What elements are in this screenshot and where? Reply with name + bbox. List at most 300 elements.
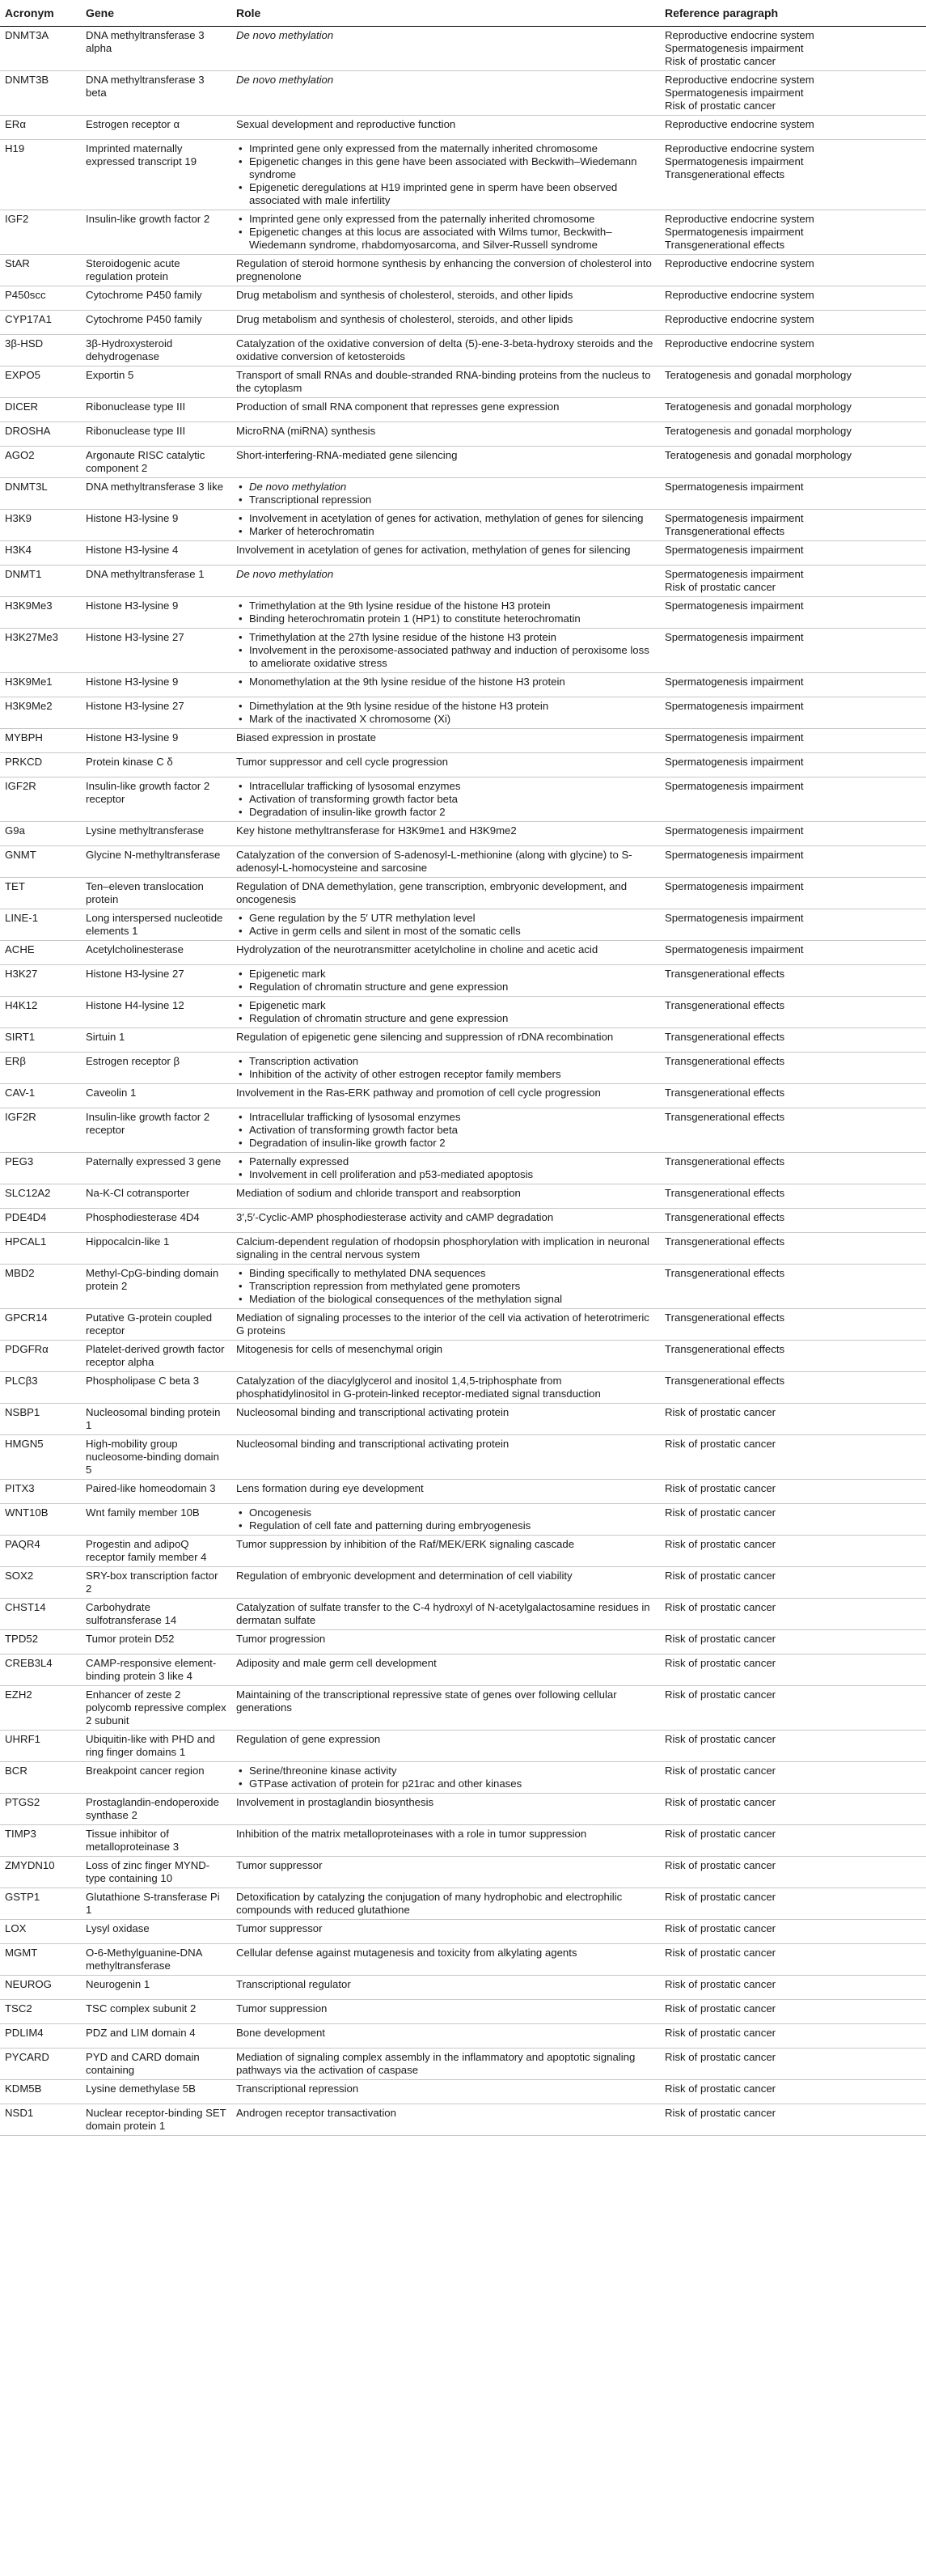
gene-cell: Histone H3-lysine 27	[81, 629, 231, 673]
reference-cell	[660, 1053, 926, 1084]
role-cell	[231, 1762, 660, 1794]
reference-item: Reproductive endocrine system	[665, 29, 814, 41]
reference-cell	[660, 2024, 926, 2049]
role-bullet: • Imprinted gene only expressed from the paternally inherited chromosome	[249, 213, 655, 226]
role-bullet-list	[236, 481, 655, 506]
acronym-cell: DNMT3B	[0, 71, 81, 116]
role-bullet: • Involvement in the peroxisome-associated pathway and induction of peroxisome loss to ameliorate oxidative stress	[249, 644, 655, 670]
table-row	[0, 1794, 926, 1825]
table-row	[0, 1857, 926, 1888]
reference-cell	[660, 1153, 926, 1184]
role-bullet-list	[236, 968, 655, 994]
reference-cell	[660, 1536, 926, 1567]
role-bullet: • Epigenetic mark	[249, 999, 655, 1012]
acronym-cell: TIMP3	[0, 1825, 81, 1857]
gene-cell: Neurogenin 1	[81, 1976, 231, 2000]
reference-item: Risk of prostatic cancer	[665, 581, 776, 593]
table-row	[0, 2000, 926, 2024]
gene-cell: Histone H3-lysine 4	[81, 541, 231, 566]
table-row	[0, 447, 926, 478]
acronym-cell: ERα	[0, 116, 81, 140]
role-bullet: • Degradation of insulin-like growth factor 2	[249, 806, 655, 819]
gene-cell: Histone H4-lysine 12	[81, 997, 231, 1028]
gene-cell: PDZ and LIM domain 4	[81, 2024, 231, 2049]
role-bullet-list	[236, 912, 655, 938]
role-cell: Calcium-dependent regulation of rhodopsin phosphorylation with implication in neuronal signaling in the central nervous system	[231, 1233, 660, 1265]
role-bullet: • Marker of heterochromatin	[249, 525, 655, 538]
acronym-cell: P450scc	[0, 286, 81, 311]
gene-cell: Cytochrome P450 family	[81, 311, 231, 335]
role-cell: Involvement in acetylation of genes for activation, methylation of genes for silencing	[231, 541, 660, 566]
reference-cell	[660, 71, 926, 116]
reference-item: Transgenerational effects	[665, 1187, 785, 1199]
gene-cell: Phosphodiesterase 4D4	[81, 1209, 231, 1233]
role-cell: Drug metabolism and synthesis of cholesterol, steroids, and other lipids	[231, 286, 660, 311]
role-cell: Mediation of sodium and chloride transport and reabsorption	[231, 1184, 660, 1209]
role-bullet: • Active in germ cells and silent in most of the somatic cells	[249, 925, 655, 938]
acronym-cell: H3K9Me2	[0, 697, 81, 729]
reference-cell	[660, 1762, 926, 1794]
acronym-cell: NSBP1	[0, 1404, 81, 1435]
acronym-cell: PITX3	[0, 1480, 81, 1504]
reference-item: Risk of prostatic cancer	[665, 1796, 776, 1808]
reference-cell	[660, 1630, 926, 1654]
gene-cell: Histone H3-lysine 27	[81, 697, 231, 729]
table-row	[0, 2049, 926, 2080]
table-row	[0, 286, 926, 311]
role-cell: Catalyzation of sulfate transfer to the C-4 hydroxyl of N-acetylgalactosamine residues in dermatan sulfate	[231, 1599, 660, 1630]
role-bullet: • Activation of transforming growth factor beta	[249, 793, 655, 806]
acronym-cell: DICER	[0, 398, 81, 422]
reference-item: Spermatogenesis impairment	[665, 42, 804, 54]
role-cell	[231, 1108, 660, 1153]
gene-cell: Estrogen receptor α	[81, 116, 231, 140]
gene-cell: Steroidogenic acute regulation protein	[81, 255, 231, 286]
reference-item: Transgenerational effects	[665, 1267, 785, 1279]
reference-item: Spermatogenesis impairment	[665, 155, 804, 167]
reference-item: Spermatogenesis impairment	[665, 880, 804, 892]
role-bullet: • Epigenetic deregulations at H19 imprinted gene in sperm have been observed associated with male infertility	[249, 181, 655, 207]
gene-cell: Carbohydrate sulfotransferase 14	[81, 1599, 231, 1630]
role-cell: Regulation of DNA demethylation, gene transcription, embryonic development, and oncogenesis	[231, 878, 660, 909]
role-bullet-list	[236, 1765, 655, 1790]
acronym-cell: H3K9Me3	[0, 597, 81, 629]
reference-item: Risk of prostatic cancer	[665, 2107, 776, 2119]
table-row	[0, 997, 926, 1028]
role-cell: Mitogenesis for cells of mesenchymal origin	[231, 1341, 660, 1372]
acronym-cell: SIRT1	[0, 1028, 81, 1053]
table-body	[0, 27, 926, 2136]
role-bullet-list	[236, 700, 655, 726]
table-row	[0, 311, 926, 335]
reference-item: Risk of prostatic cancer	[665, 2082, 776, 2095]
gene-cell: Na-K-Cl cotransporter	[81, 1184, 231, 1209]
acronym-cell: PDLIM4	[0, 2024, 81, 2049]
reference-cell	[660, 1233, 926, 1265]
table-row	[0, 597, 926, 629]
reference-item: Risk of prostatic cancer	[665, 1765, 776, 1777]
acronym-cell: ACHE	[0, 941, 81, 965]
role-cell	[231, 510, 660, 541]
table-row	[0, 422, 926, 447]
reference-cell	[660, 1480, 926, 1504]
role-bullet: • Regulation of chromatin structure and gene expression	[249, 1012, 655, 1025]
table-row	[0, 398, 926, 422]
table-row	[0, 510, 926, 541]
reference-cell	[660, 1184, 926, 1209]
reference-cell	[660, 965, 926, 997]
reference-cell	[660, 1976, 926, 2000]
role-cell: Hydrolyzation of the neurotransmitter acetylcholine in choline and acetic acid	[231, 941, 660, 965]
acronym-cell: CYP17A1	[0, 311, 81, 335]
table-row	[0, 1920, 926, 1944]
gene-cell: DNA methyltransferase 3 alpha	[81, 27, 231, 71]
gene-cell: Lysine demethylase 5B	[81, 2080, 231, 2104]
role-bullet-list	[236, 600, 655, 625]
reference-item: Transgenerational effects	[665, 1235, 785, 1248]
acronym-cell: EZH2	[0, 1686, 81, 1731]
role-cell	[231, 673, 660, 697]
gene-cell: SRY-box transcription factor 2	[81, 1567, 231, 1599]
acronym-cell: IGF2	[0, 210, 81, 255]
reference-item: Transgenerational effects	[665, 239, 785, 251]
reference-cell	[660, 116, 926, 140]
reference-item: Reproductive endocrine system	[665, 118, 814, 130]
gene-cell: Protein kinase C δ	[81, 753, 231, 777]
acronym-cell: KDM5B	[0, 2080, 81, 2104]
role-bullet-list	[236, 512, 655, 538]
reference-cell	[660, 2000, 926, 2024]
role-bullet: • Trimethylation at the 27th lysine residue of the histone H3 protein	[249, 631, 655, 644]
role-cell: Regulation of steroid hormone synthesis by enhancing the conversion of cholesterol into pregnenolone	[231, 255, 660, 286]
role-bullet: • Transcription activation	[249, 1055, 655, 1068]
table-row	[0, 777, 926, 822]
reference-item: Reproductive endocrine system	[665, 289, 814, 301]
gene-cell: Loss of zinc finger MYND-type containing 10	[81, 1857, 231, 1888]
role-cell	[231, 1265, 660, 1309]
acronym-cell: PAQR4	[0, 1536, 81, 1567]
gene-cell: DNA methyltransferase 1	[81, 566, 231, 597]
reference-item: Transgenerational effects	[665, 1111, 785, 1123]
reference-cell	[660, 478, 926, 510]
reference-item: Transgenerational effects	[665, 1155, 785, 1167]
reference-item: Risk of prostatic cancer	[665, 1438, 776, 1450]
table-row	[0, 116, 926, 140]
reference-cell	[660, 541, 926, 566]
role-bullet-list	[236, 631, 655, 670]
acronym-cell: SLC12A2	[0, 1184, 81, 1209]
role-cell	[231, 629, 660, 673]
role-cell: Involvement in prostaglandin biosynthesis	[231, 1794, 660, 1825]
gene-cell: Argonaute RISC catalytic component 2	[81, 447, 231, 478]
acronym-cell: 3β-HSD	[0, 335, 81, 366]
table-row	[0, 1536, 926, 1567]
reference-item: Reproductive endocrine system	[665, 257, 814, 269]
table-row	[0, 335, 926, 366]
reference-item: Transgenerational effects	[665, 1055, 785, 1067]
role-cell	[231, 909, 660, 941]
table-row	[0, 1599, 926, 1630]
table-header-row	[0, 0, 926, 27]
acronym-cell: H19	[0, 140, 81, 210]
acronym-cell: H3K9	[0, 510, 81, 541]
reference-cell	[660, 1341, 926, 1372]
table-row	[0, 1825, 926, 1857]
reference-item: Transgenerational effects	[665, 1087, 785, 1099]
role-bullet: • Regulation of chromatin structure and gene expression	[249, 981, 655, 994]
gene-cell: Estrogen receptor β	[81, 1053, 231, 1084]
reference-item: Spermatogenesis impairment	[665, 912, 804, 924]
acronym-cell: H4K12	[0, 997, 81, 1028]
reference-item: Spermatogenesis impairment	[665, 824, 804, 837]
gene-cell: Methyl-CpG-binding domain protein 2	[81, 1265, 231, 1309]
gene-cell: Imprinted maternally expressed transcript 19	[81, 140, 231, 210]
gene-cell: Insulin-like growth factor 2 receptor	[81, 777, 231, 822]
table-row	[0, 1108, 926, 1153]
gene-cell: Acetylcholinesterase	[81, 941, 231, 965]
acronym-cell: DNMT3A	[0, 27, 81, 71]
acronym-cell: GSTP1	[0, 1888, 81, 1920]
reference-item: Spermatogenesis impairment	[665, 700, 804, 712]
reference-item: Risk of prostatic cancer	[665, 2027, 776, 2039]
reference-item: Risk of prostatic cancer	[665, 100, 776, 112]
reference-item: Spermatogenesis impairment	[665, 631, 804, 643]
role-bullet-list	[236, 1111, 655, 1150]
role-cell: Androgen receptor transactivation	[231, 2104, 660, 2136]
role-cell: Biased expression in prostate	[231, 729, 660, 753]
role-bullet: • Mediation of the biological consequences of the methylation signal	[249, 1293, 655, 1306]
role-cell	[231, 1053, 660, 1084]
table-row	[0, 1762, 926, 1794]
reference-item: Spermatogenesis impairment	[665, 568, 804, 580]
reference-cell	[660, 1944, 926, 1976]
reference-item: Spermatogenesis impairment	[665, 849, 804, 861]
role-bullet: • Involvement in acetylation of genes for activation, methylation of genes for silencing	[249, 512, 655, 525]
role-bullet: • Activation of transforming growth factor beta	[249, 1124, 655, 1137]
reference-cell	[660, 1435, 926, 1480]
gene-cell: Cytochrome P450 family	[81, 286, 231, 311]
role-bullet-list	[236, 1055, 655, 1081]
reference-cell	[660, 1888, 926, 1920]
table-row	[0, 1265, 926, 1309]
role-cell: Nucleosomal binding and transcriptional activating protein	[231, 1435, 660, 1480]
table-row	[0, 541, 926, 566]
reference-cell	[660, 27, 926, 71]
reference-cell	[660, 909, 926, 941]
role-cell: Short-interfering-RNA-mediated gene silencing	[231, 447, 660, 478]
reference-cell	[660, 398, 926, 422]
reference-cell	[660, 822, 926, 846]
reference-cell	[660, 997, 926, 1028]
gene-cell: DNA methyltransferase 3 like	[81, 478, 231, 510]
reference-cell	[660, 1372, 926, 1404]
reference-cell	[660, 1404, 926, 1435]
reference-item: Teratogenesis and gonadal morphology	[665, 425, 852, 437]
reference-item: Risk of prostatic cancer	[665, 1657, 776, 1669]
acronym-cell: NEUROG	[0, 1976, 81, 2000]
acronym-cell: TPD52	[0, 1630, 81, 1654]
acronym-cell: TSC2	[0, 2000, 81, 2024]
role-cell: Catalyzation of the diacylglycerol and inositol 1,4,5-triphosphate from phosphatidylinositol in G-protein-linked receptor-mediated signal transduction	[231, 1372, 660, 1404]
table-row	[0, 210, 926, 255]
acronym-cell: NSD1	[0, 2104, 81, 2136]
acronym-cell: PTGS2	[0, 1794, 81, 1825]
header-acronym: Acronym	[0, 0, 81, 27]
gene-cell: Tissue inhibitor of metalloproteinase 3	[81, 1825, 231, 1857]
role-bullet-list	[236, 1267, 655, 1306]
table-row	[0, 1309, 926, 1341]
reference-item: Spermatogenesis impairment	[665, 226, 804, 238]
gene-cell: Progestin and adipoQ receptor family member 4	[81, 1536, 231, 1567]
reference-cell	[660, 1209, 926, 1233]
acronym-cell: CHST14	[0, 1599, 81, 1630]
reference-item: Reproductive endocrine system	[665, 142, 814, 155]
reference-cell	[660, 729, 926, 753]
role-cell: Sexual development and reproductive function	[231, 116, 660, 140]
reference-item: Transgenerational effects	[665, 525, 785, 537]
reference-item: Risk of prostatic cancer	[665, 55, 776, 67]
table-row	[0, 1731, 926, 1762]
role-bullet: • Intracellular trafficking of lysosomal enzymes	[249, 780, 655, 793]
table-row	[0, 1976, 926, 2000]
acronym-cell: H3K27	[0, 965, 81, 997]
reference-item: Transgenerational effects	[665, 1311, 785, 1324]
table-row	[0, 1341, 926, 1372]
reference-cell	[660, 777, 926, 822]
table-row	[0, 2024, 926, 2049]
acronym-cell: PDGFRα	[0, 1341, 81, 1372]
table-row	[0, 566, 926, 597]
reference-cell	[660, 1731, 926, 1762]
gene-cell: Lysine methyltransferase	[81, 822, 231, 846]
role-bullet: • De novo methylation	[249, 481, 655, 494]
reference-item: Risk of prostatic cancer	[665, 1922, 776, 1934]
role-cell: Tumor suppression	[231, 2000, 660, 2024]
role-bullet: • Epigenetic changes in this gene have been associated with Beckwith–Wiedemann syndrome	[249, 155, 655, 181]
reference-item: Spermatogenesis impairment	[665, 676, 804, 688]
acronym-cell: GPCR14	[0, 1309, 81, 1341]
reference-cell	[660, 1857, 926, 1888]
reference-item: Risk of prostatic cancer	[665, 1733, 776, 1745]
role-cell: Regulation of epigenetic gene silencing and suppression of rDNA recombination	[231, 1028, 660, 1053]
gene-cell: O-6-Methylguanine-DNA methyltransferase	[81, 1944, 231, 1976]
acronym-cell: PDE4D4	[0, 1209, 81, 1233]
gene-cell: 3β-Hydroxysteroid dehydrogenase	[81, 335, 231, 366]
role-cell: Detoxification by catalyzing the conjugation of many hydrophobic and electrophilic compounds with reduced glutathione	[231, 1888, 660, 1920]
gene-cell: Insulin-like growth factor 2 receptor	[81, 1108, 231, 1153]
acronym-cell: MBD2	[0, 1265, 81, 1309]
table-row	[0, 729, 926, 753]
role-bullet-list	[236, 1506, 655, 1532]
table-row	[0, 1028, 926, 1053]
role-cell	[231, 1153, 660, 1184]
acronym-cell: IGF2R	[0, 777, 81, 822]
acronym-cell: IGF2R	[0, 1108, 81, 1153]
gene-cell: Sirtuin 1	[81, 1028, 231, 1053]
reference-item: Teratogenesis and gonadal morphology	[665, 400, 852, 413]
gene-cell: DNA methyltransferase 3 beta	[81, 71, 231, 116]
reference-cell	[660, 366, 926, 398]
reference-cell	[660, 335, 926, 366]
acronym-cell: SOX2	[0, 1567, 81, 1599]
reference-cell	[660, 1084, 926, 1108]
reference-item: Transgenerational effects	[665, 1375, 785, 1387]
reference-cell	[660, 597, 926, 629]
table-row	[0, 1084, 926, 1108]
reference-item: Transgenerational effects	[665, 999, 785, 1011]
role-cell	[231, 478, 660, 510]
role-cell	[231, 965, 660, 997]
table-row	[0, 941, 926, 965]
acronym-cell: MYBPH	[0, 729, 81, 753]
reference-cell	[660, 1108, 926, 1153]
reference-cell	[660, 210, 926, 255]
reference-cell	[660, 510, 926, 541]
role-cell: Regulation of gene expression	[231, 1731, 660, 1762]
reference-cell	[660, 673, 926, 697]
role-cell: Tumor suppressor	[231, 1920, 660, 1944]
table-row	[0, 822, 926, 846]
reference-cell	[660, 941, 926, 965]
reference-cell	[660, 878, 926, 909]
reference-item: Risk of prostatic cancer	[665, 2051, 776, 2063]
role-bullet: • Paternally expressed	[249, 1155, 655, 1168]
reference-item: Risk of prostatic cancer	[665, 1482, 776, 1494]
header-gene: Gene	[81, 0, 231, 27]
gene-cell: Lysyl oxidase	[81, 1920, 231, 1944]
reference-cell	[660, 1265, 926, 1309]
reference-item: Risk of prostatic cancer	[665, 1406, 776, 1418]
role-bullet: • Dimethylation at the 9th lysine residue of the histone H3 protein	[249, 700, 655, 713]
reference-item: Risk of prostatic cancer	[665, 1828, 776, 1840]
reference-cell	[660, 629, 926, 673]
gene-cell: Breakpoint cancer region	[81, 1762, 231, 1794]
reference-cell	[660, 1504, 926, 1536]
role-cell	[231, 210, 660, 255]
reference-item: Spermatogenesis impairment	[665, 544, 804, 556]
reference-cell	[660, 697, 926, 729]
reference-cell	[660, 1567, 926, 1599]
reference-cell	[660, 1654, 926, 1686]
acronym-cell: PEG3	[0, 1153, 81, 1184]
reference-item: Spermatogenesis impairment	[665, 481, 804, 493]
role-bullet-list	[236, 999, 655, 1025]
gene-cell: Paired-like homeodomain 3	[81, 1480, 231, 1504]
table-row	[0, 1372, 926, 1404]
role-cell: MicroRNA (miRNA) synthesis	[231, 422, 660, 447]
role-cell: Bone development	[231, 2024, 660, 2049]
role-bullet-list	[236, 1155, 655, 1181]
reference-cell	[660, 1309, 926, 1341]
reference-cell	[660, 1028, 926, 1053]
acronym-cell: DNMT3L	[0, 478, 81, 510]
gene-cell: Platelet-derived growth factor receptor alpha	[81, 1341, 231, 1372]
reference-item: Spermatogenesis impairment	[665, 512, 804, 524]
table-row	[0, 255, 926, 286]
gene-cell: Ten–eleven translocation protein	[81, 878, 231, 909]
table-row	[0, 1053, 926, 1084]
gene-cell: PYD and CARD domain containing	[81, 2049, 231, 2080]
gene-cell: Histone H3-lysine 9	[81, 597, 231, 629]
table-row	[0, 878, 926, 909]
gene-cell: Histone H3-lysine 27	[81, 965, 231, 997]
table-row	[0, 629, 926, 673]
acronym-cell: HPCAL1	[0, 1233, 81, 1265]
table-row	[0, 1435, 926, 1480]
role-bullet: • Intracellular trafficking of lysosomal enzymes	[249, 1111, 655, 1124]
reference-item: Reproductive endocrine system	[665, 74, 814, 86]
gene-cell: Ubiquitin-like with PHD and ring finger domains 1	[81, 1731, 231, 1762]
